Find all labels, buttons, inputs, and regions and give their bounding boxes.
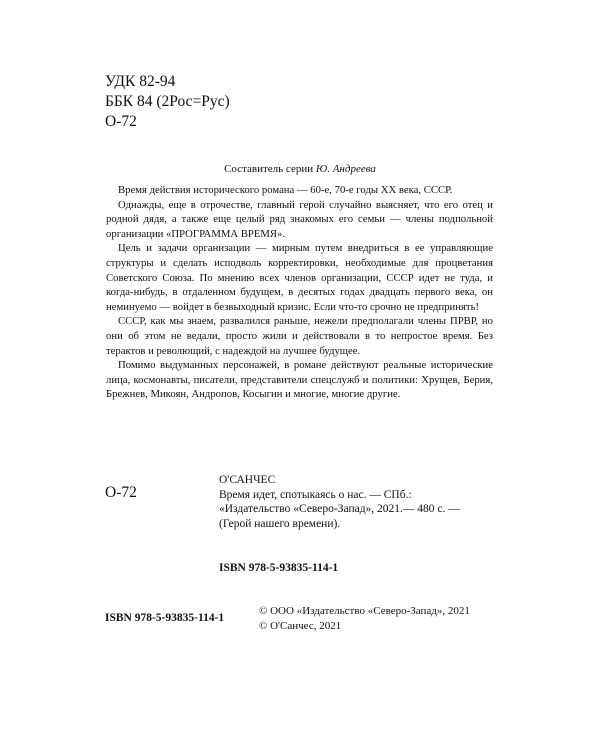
classification-codes <box>105 72 230 132</box>
series-label: Составитель серии <box>224 163 314 175</box>
copyright-notice <box>259 604 470 633</box>
footer-isbn: ISBN 978-5-93835-114-1 <box>105 612 225 624</box>
udk-code: УДК 82-94 <box>105 73 176 90</box>
annotation-paragraph: Время действия исторического романа — 60-е, 70-е годы XX века, СССР. <box>118 184 453 196</box>
series-compiler-name: Ю. Андреева <box>315 163 376 175</box>
author-mark: О-72 <box>105 113 137 130</box>
annotation-paragraph: Помимо выдуманных персонажей, в романе действуют реальные исторические лица, космонавты, писатели, представители спецслужб и политики: Хрущев, Берия, Брежнев, Микоян, Андропов, Косыгин и многие, многие другие. <box>106 359 493 401</box>
series-compiler-line <box>0 162 600 176</box>
biblio-publisher-line: «Издательство «Северо-Запад», 2021.— 480 с. — <box>219 503 460 516</box>
biblio-isbn: ISBN 978-5-93835-114-1 <box>219 562 339 574</box>
copyright-author: © О'Санчес, 2021 <box>259 619 342 632</box>
biblio-author: О'САНЧЕС <box>219 474 276 486</box>
annotation-paragraph: Однажды, еще в отрочестве, главный герой случайно выясняет, что его отец и родной дядя, а также еще целый ряд знакомых его семьи — члены подпольной организации «ПРОГРАММА ВРЕМЯ». <box>106 198 493 240</box>
bbk-code: ББК 84 (2Рос=Рус) <box>105 93 230 110</box>
copyright-publisher: © ООО «Издательство «Северо-Запад», 2021 <box>259 605 470 617</box>
biblio-author-mark: О-72 <box>105 484 137 501</box>
bibliographic-record <box>219 473 499 531</box>
annotation-paragraph: СССР, как мы знаем, развалился раньше, нежели предполагали члены ПРВР, но они об этом не ведали, просто жили и действовали в то непростое время. Без терактов и револющий, с надеждой на лучшее будущее. <box>106 315 493 357</box>
annotation-paragraph: Цель и задачи организации — мирным путем внедриться в ее управляющие структуры и сделать исподволь корректировки, необходимые для процветания Советского Союза. По мнению всех членов организации, СССР идет не туда, и когда-нибудь, в отдаленном будущем, в десятых годах двадцать первого века, он неминуемо — войдет в безвыходный кризис. Если что-то срочно не предпринять! <box>106 242 493 313</box>
annotation <box>106 183 493 402</box>
biblio-title-line: Время идет, спотыкаясь о нас. — СПб.: <box>219 488 412 501</box>
biblio-series-line: (Герой нашего времени). <box>219 517 341 530</box>
